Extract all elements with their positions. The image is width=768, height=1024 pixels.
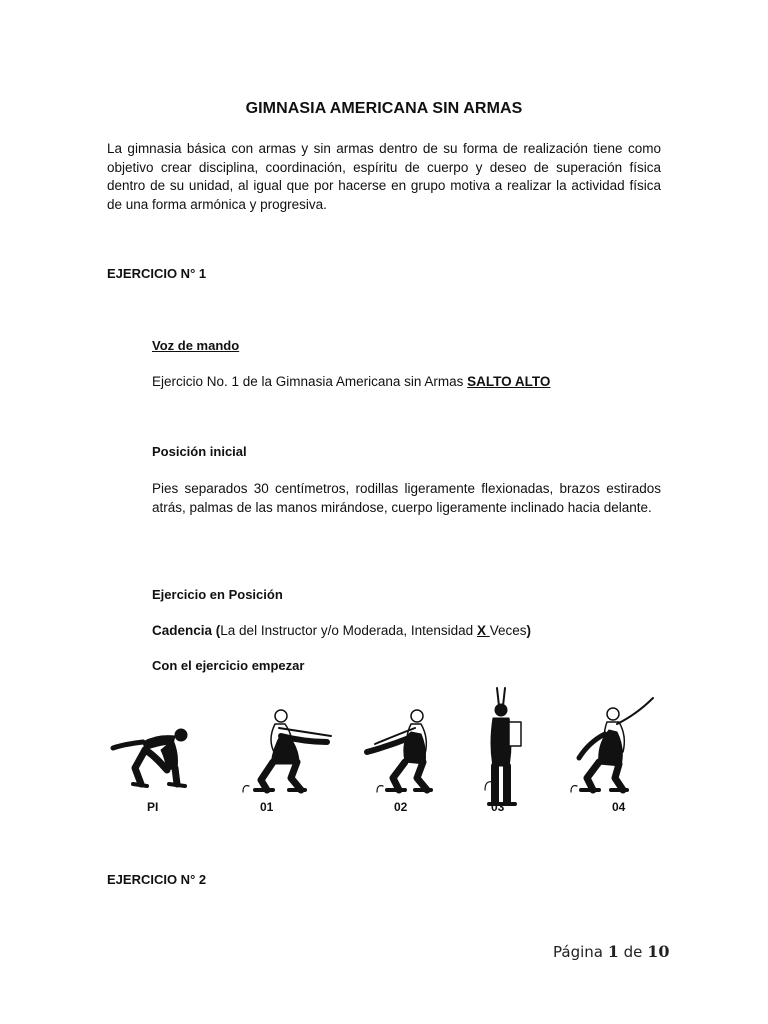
figure-03 <box>485 688 521 804</box>
posicion-inicial-text: Pies separados 30 centímetros, rodillas ligeramente flexionadas, brazos estirados atrás, palmas de las manos mirándose, cuerpo ligeramente inclinado hacia delante. <box>152 481 661 515</box>
page-footer <box>553 942 669 961</box>
cadencia-line <box>152 622 531 641</box>
figure-01 <box>243 710 331 792</box>
voz-de-mando-text <box>152 373 550 392</box>
voz-de-mando-heading: Voz de mando <box>152 338 240 353</box>
exercise-1-heading: EJERCICIO N° 1 <box>107 266 207 281</box>
intro-paragraph: La gimnasia básica con armas y sin armas dentro de su forma de realización tiene como objetivo crear disciplina, coordinación, espíritu de cuerpo y deseo de superación física dentro de su unidad, al igual que por hacerse en grupo motiva a realizar la actividad física de una forma armónica y progresiva. <box>107 141 661 213</box>
figure-label-02: 02 <box>394 800 408 814</box>
posicion-inicial-heading: Posición inicial <box>152 444 247 459</box>
figure-pi <box>113 729 187 786</box>
exercise-figures-illustration <box>105 684 665 819</box>
cadencia-veces: Veces <box>489 623 527 638</box>
footer-total-pages: 10 <box>647 942 670 961</box>
exercise-2-heading: EJERCICIO N° 2 <box>107 872 207 887</box>
footer-current-page: 1 <box>607 942 619 961</box>
figure-label-pi: PI <box>147 800 159 814</box>
footer-page-word: Página <box>553 943 603 961</box>
voz-text: Ejercicio No. 1 de la Gimnasia Americana sin Armas <box>152 374 468 389</box>
voz-command: SALTO ALTO <box>467 374 551 389</box>
figure-label-04: 04 <box>612 800 626 814</box>
footer-of-word: de <box>623 943 643 961</box>
cadencia-close: ) <box>526 623 531 638</box>
ejercicio-en-posicion-heading: Ejercicio en Posición <box>152 587 283 602</box>
document-title: GIMNASIA AMERICANA SIN ARMAS <box>245 100 523 117</box>
figure-04 <box>571 698 653 792</box>
con-el-ejercicio-heading: Con el ejercicio empezar <box>152 658 305 673</box>
figure-02 <box>367 710 431 792</box>
figure-label-01: 01 <box>260 800 274 814</box>
cadencia-label: Cadencia ( <box>152 623 221 638</box>
figure-label-03: 03 <box>491 800 505 814</box>
exercise-figures <box>105 684 665 819</box>
cadencia-text: La del Instructor y/o Moderada, Intensidad <box>220 623 477 638</box>
cadencia-x: X <box>476 623 490 638</box>
